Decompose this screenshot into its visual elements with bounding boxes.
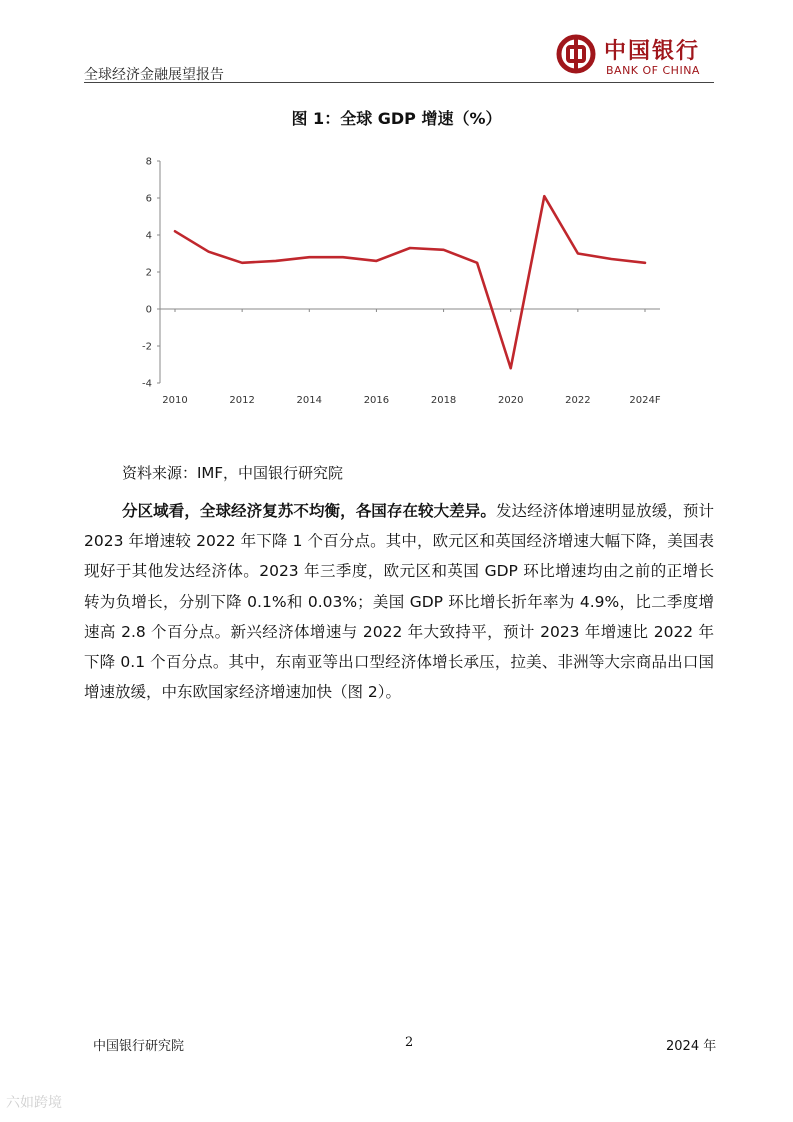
- figure-source: 资料来源：IMF，中国银行研究院: [122, 464, 343, 482]
- x-tick-label: 2024F: [629, 395, 661, 406]
- x-tick-label: 2022: [565, 395, 591, 406]
- watermark: 六如跨境: [6, 1095, 62, 1111]
- x-tick-label: 2010: [162, 395, 188, 406]
- gdp-growth-line-chart: [120, 145, 680, 415]
- figure-title: 图 1：全球 GDP 增速（%）: [291, 109, 502, 128]
- y-tick-label: 2: [145, 267, 152, 279]
- x-tick-label: 2016: [363, 395, 390, 406]
- logo-chinese-name: 中国银行: [604, 38, 701, 64]
- bank-of-china-emblem-icon: [556, 34, 596, 74]
- paragraph-lead: 分区域看，全球经济复苏不均衡，各国存在较大差异。: [122, 502, 496, 520]
- y-tick-label: 0: [145, 304, 152, 316]
- series-line: [175, 196, 645, 368]
- y-tick-label: -2: [142, 341, 152, 353]
- report-title: 全球经济金融展望报告: [84, 67, 224, 83]
- bank-logo: [556, 30, 716, 80]
- y-tick-label: 4: [145, 230, 152, 242]
- body-paragraph: [84, 496, 714, 707]
- footer-year: 2024 年: [666, 1039, 717, 1054]
- logo-english-name: BANK OF CHINA: [606, 64, 700, 77]
- paragraph-text: 发达经济体增速明显放缓，预计 2023 年增速较 2022 年下降 1 个百分点。其中，欧元区和英国经济增速大幅下降，美国表现好于其他发达经济体。2023 年三季度，欧元区和英国 GDP 环比增速均由之前的正增长转为负增长，分别下降 0.1%和 0.03%；美国 GDP 环比增长折年率为 4.9%，比二季度增速高 2.8 个百分点。新兴经济体增速与 2022 年大致持平，预计 2023 年增速比 2022 年下降 0.1 个百分点。其中，东南亚等出口型经济体增长承压，拉美、非洲等大宗商品出口国增速放缓，中东欧国家经济增速加快（图 2）。: [84, 502, 714, 702]
- x-tick-label: 2014: [296, 395, 323, 406]
- y-tick-label: -4: [142, 378, 152, 390]
- y-tick-label: 6: [145, 193, 152, 205]
- page-number: 2: [405, 1035, 414, 1050]
- x-tick-label: 2012: [229, 395, 255, 406]
- footer-institution: 中国银行研究院: [93, 1039, 185, 1054]
- x-tick-label: 2020: [497, 395, 524, 406]
- y-tick-label: 8: [145, 156, 152, 168]
- x-tick-label: 2018: [430, 395, 457, 406]
- header-divider: [84, 82, 714, 83]
